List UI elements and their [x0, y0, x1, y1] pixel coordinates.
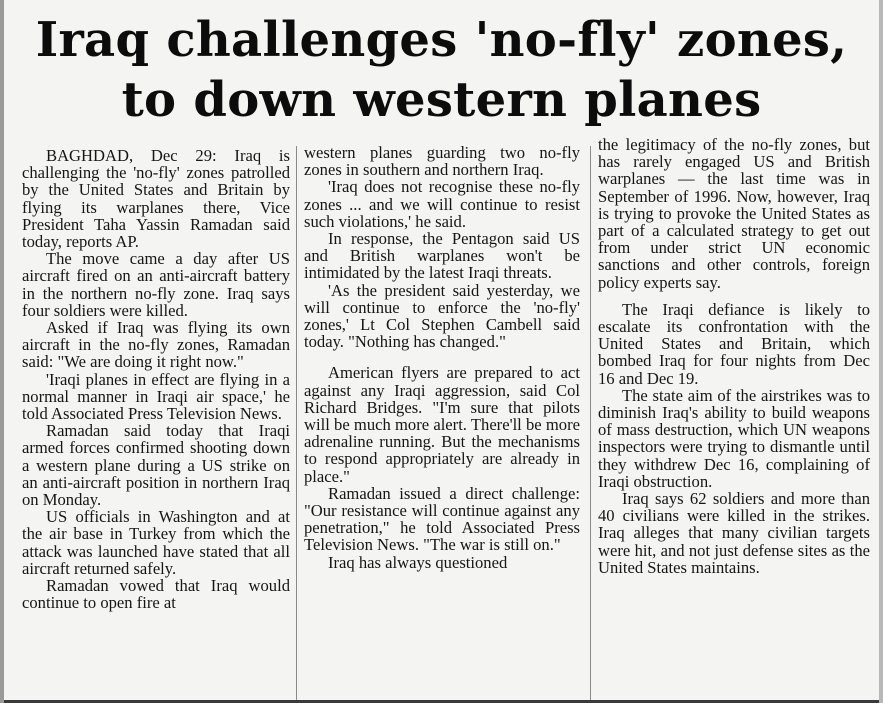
column-divider — [590, 146, 591, 703]
paragraph: BAGHDAD, Dec 29: Iraq is challenging the 'no-fly' zones patrolled by the United States and Britain by flying its warplanes there, Vice President Taha Yassin Ramadan said today, reports AP. — [22, 146, 290, 252]
paragraph: Iraq has always questioned — [328, 552, 508, 572]
article-column-1 — [22, 147, 290, 611]
paragraph: 'Iraq does not recognise these no-fly zones ... and we will continue to resist such violations,' he said. — [304, 177, 580, 231]
paragraph: The state aim of the airstrikes was to diminish Iraq's ability to build weapons of mass destruction, which UN weapons inspectors were trying to dismantle until they withdrew Dec 16, complaining of Iraqi obstruction. — [598, 385, 870, 491]
paragraph: The Iraqi defiance is likely to escalate its confrontation with the United States and Britain, which bombed Iraq for four nights from Dec 16 and Dec 19. — [598, 299, 870, 388]
paragraph: The move came a day after US aircraft fired on an anti-aircraft battery in the northern no-fly zone. Iraq says four soldiers were killed. — [22, 249, 290, 320]
paragraph: western planes guarding two no-fly zones in southern and northern Iraq. — [304, 143, 580, 180]
headline-line-1: Iraq challenges 'no-fly' zones, — [35, 12, 848, 68]
paragraph: Ramadan vowed that Iraq would continue to open fire at — [22, 576, 290, 613]
headline — [4, 10, 879, 130]
headline-line-2: to down western planes — [121, 72, 762, 128]
paragraph: 'Iraqi planes in effect are flying in a normal manner in Iraqi air space,' he told Associated Press Television News. — [22, 369, 290, 424]
article-column-3 — [598, 136, 870, 576]
paragraph: Iraq says 62 soldiers and more than 40 civilians were killed in the strikes. Iraq alleges that many civilian targets were hit, and not just defense sites as the United States maintains. — [598, 489, 870, 577]
paragraph: Ramadan issued a direct challenge: "Our resistance will continue against any penetration," he told Associated Press Television News. "The war is still on." — [304, 483, 580, 555]
paragraph: In response, the Pentagon said US and British warplanes won't be intimidated by the latest Iraqi threats. — [304, 229, 580, 283]
paragraph: Asked if Iraq was flying its own aircraft in the no-fly zones, Ramadan said: "We are doing it right now." — [22, 318, 290, 372]
paragraph: American flyers are prepared to act against any Iraqi aggression, said Col Richard Bridges. "I'm sure that pilots will be much more alert. There'll be more adrenaline running. But the mechanisms to respond appropriately are already in place." — [304, 363, 580, 486]
paragraph: 'As the president said yesterday, we will continue to enforce the 'no-fly' zones,' Lt Col Stephen Cambell said today. "Nothing has changed." — [304, 280, 580, 352]
paragraph: Ramadan said today that Iraqi armed forces confirmed shooting down a western plane during a US strike on an anti-aircraft position in northern Iraq on Monday. — [22, 421, 290, 510]
column-divider — [296, 146, 297, 703]
paragraph: US officials in Washington and at the air base in Turkey from which the attack was launched have stated that all aircraft returned safely. — [22, 507, 290, 578]
article-column-2 — [304, 144, 580, 571]
paragraph: the legitimacy of the no-fly zones, but has rarely engaged US and British warplanes — the last time was in September of 1996. Now, however, Iraq is trying to provoke the United States as part of a calculated strategy to get out from under strict UN economic sanctions and other controls, foreign policy experts say. — [598, 135, 870, 292]
